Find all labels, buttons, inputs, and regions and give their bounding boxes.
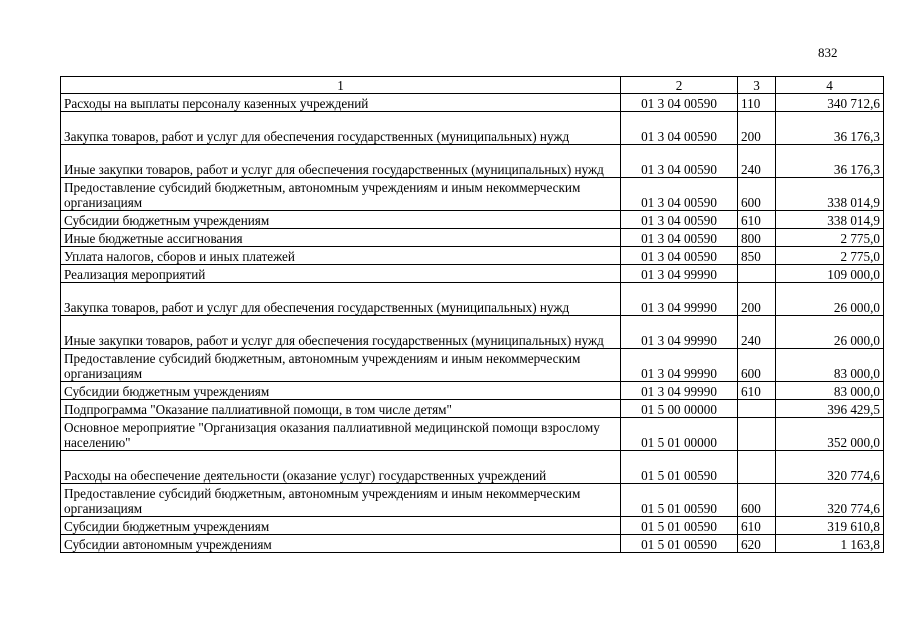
cell-name: Расходы на обеспечение деятельности (оказание услуг) государственных учреждений — [61, 451, 621, 484]
cell-name: Предоставление субсидий бюджетным, автономным учреждениям и иным некоммерческим организациям — [61, 178, 621, 211]
cell-name: Субсидии бюджетным учреждениям — [61, 382, 621, 400]
table-row — [61, 535, 884, 553]
page-number: 832 — [818, 45, 838, 60]
cell-type — [738, 451, 776, 484]
cell-amount: 2 775,0 — [776, 229, 884, 247]
cell-type: 110 — [738, 94, 776, 112]
column-header-code: 2 — [621, 77, 738, 94]
cell-amount: 352 000,0 — [776, 418, 884, 451]
table-row — [61, 316, 884, 349]
cell-code: 01 3 04 99990 — [621, 283, 738, 316]
cell-name: Предоставление субсидий бюджетным, автономным учреждениям и иным некоммерческим организациям — [61, 484, 621, 517]
table-row — [61, 382, 884, 400]
cell-type: 850 — [738, 247, 776, 265]
cell-amount: 26 000,0 — [776, 316, 884, 349]
table-row — [61, 283, 884, 316]
cell-type: 610 — [738, 211, 776, 229]
column-header-name: 1 — [61, 77, 621, 94]
column-header-type: 3 — [738, 77, 776, 94]
cell-amount: 320 774,6 — [776, 484, 884, 517]
cell-code: 01 3 04 00590 — [621, 112, 738, 145]
cell-name: Субсидии бюджетным учреждениям — [61, 211, 621, 229]
cell-amount: 319 610,8 — [776, 517, 884, 535]
table-row — [61, 94, 884, 112]
cell-name: Иные закупки товаров, работ и услуг для обеспечения государственных (муниципальных) нужд — [61, 316, 621, 349]
cell-name: Субсидии бюджетным учреждениям — [61, 517, 621, 535]
cell-code: 01 5 01 00590 — [621, 535, 738, 553]
cell-amount: 338 014,9 — [776, 211, 884, 229]
cell-name: Реализация мероприятий — [61, 265, 621, 283]
cell-type — [738, 418, 776, 451]
budget-table — [60, 76, 884, 553]
cell-code: 01 3 04 00590 — [621, 178, 738, 211]
table-row — [61, 349, 884, 382]
cell-type: 600 — [738, 349, 776, 382]
cell-type: 240 — [738, 316, 776, 349]
cell-type: 200 — [738, 112, 776, 145]
cell-amount: 36 176,3 — [776, 145, 884, 178]
cell-code: 01 3 04 00590 — [621, 247, 738, 265]
cell-code: 01 5 01 00000 — [621, 418, 738, 451]
cell-type: 200 — [738, 283, 776, 316]
table-row — [61, 211, 884, 229]
cell-type: 620 — [738, 535, 776, 553]
cell-name: Подпрограмма "Оказание паллиативной помощи, в том числе детям" — [61, 400, 621, 418]
cell-name: Расходы на выплаты персоналу казенных учреждений — [61, 94, 621, 112]
cell-type: 610 — [738, 382, 776, 400]
cell-type: 610 — [738, 517, 776, 535]
cell-code: 01 3 04 00590 — [621, 211, 738, 229]
table-header-row — [61, 77, 884, 94]
cell-name: Предоставление субсидий бюджетным, автономным учреждениям и иным некоммерческим организациям — [61, 349, 621, 382]
cell-type — [738, 400, 776, 418]
cell-amount: 396 429,5 — [776, 400, 884, 418]
cell-amount: 2 775,0 — [776, 247, 884, 265]
table-row — [61, 229, 884, 247]
cell-amount: 83 000,0 — [776, 382, 884, 400]
table-row — [61, 400, 884, 418]
cell-amount: 320 774,6 — [776, 451, 884, 484]
table-row — [61, 265, 884, 283]
cell-name: Субсидии автономным учреждениям — [61, 535, 621, 553]
cell-code: 01 3 04 00590 — [621, 145, 738, 178]
cell-amount: 36 176,3 — [776, 112, 884, 145]
cell-code: 01 3 04 99990 — [621, 316, 738, 349]
cell-name: Основное мероприятие "Организация оказания паллиативной медицинской помощи взрослому населению" — [61, 418, 621, 451]
cell-code: 01 3 04 99990 — [621, 349, 738, 382]
cell-code: 01 5 01 00590 — [621, 484, 738, 517]
table-row — [61, 451, 884, 484]
cell-amount: 338 014,9 — [776, 178, 884, 211]
cell-amount: 109 000,0 — [776, 265, 884, 283]
cell-name: Иные бюджетные ассигнования — [61, 229, 621, 247]
cell-name: Закупка товаров, работ и услуг для обеспечения государственных (муниципальных) нужд — [61, 283, 621, 316]
table-row — [61, 145, 884, 178]
cell-code: 01 5 00 00000 — [621, 400, 738, 418]
cell-code: 01 5 01 00590 — [621, 517, 738, 535]
cell-amount: 1 163,8 — [776, 535, 884, 553]
column-header-amount: 4 — [776, 77, 884, 94]
cell-code: 01 3 04 00590 — [621, 229, 738, 247]
cell-type: 800 — [738, 229, 776, 247]
cell-amount: 83 000,0 — [776, 349, 884, 382]
cell-type: 240 — [738, 145, 776, 178]
cell-code: 01 5 01 00590 — [621, 451, 738, 484]
cell-code: 01 3 04 99990 — [621, 265, 738, 283]
cell-type — [738, 265, 776, 283]
table-row — [61, 178, 884, 211]
table-row — [61, 247, 884, 265]
cell-name: Уплата налогов, сборов и иных платежей — [61, 247, 621, 265]
cell-amount: 26 000,0 — [776, 283, 884, 316]
cell-amount: 340 712,6 — [776, 94, 884, 112]
cell-type: 600 — [738, 484, 776, 517]
cell-name: Иные закупки товаров, работ и услуг для обеспечения государственных (муниципальных) нужд — [61, 145, 621, 178]
table-row — [61, 112, 884, 145]
cell-code: 01 3 04 99990 — [621, 382, 738, 400]
table-row — [61, 517, 884, 535]
table-row — [61, 484, 884, 517]
cell-code: 01 3 04 00590 — [621, 94, 738, 112]
cell-name: Закупка товаров, работ и услуг для обеспечения государственных (муниципальных) нужд — [61, 112, 621, 145]
cell-type: 600 — [738, 178, 776, 211]
table-row — [61, 418, 884, 451]
